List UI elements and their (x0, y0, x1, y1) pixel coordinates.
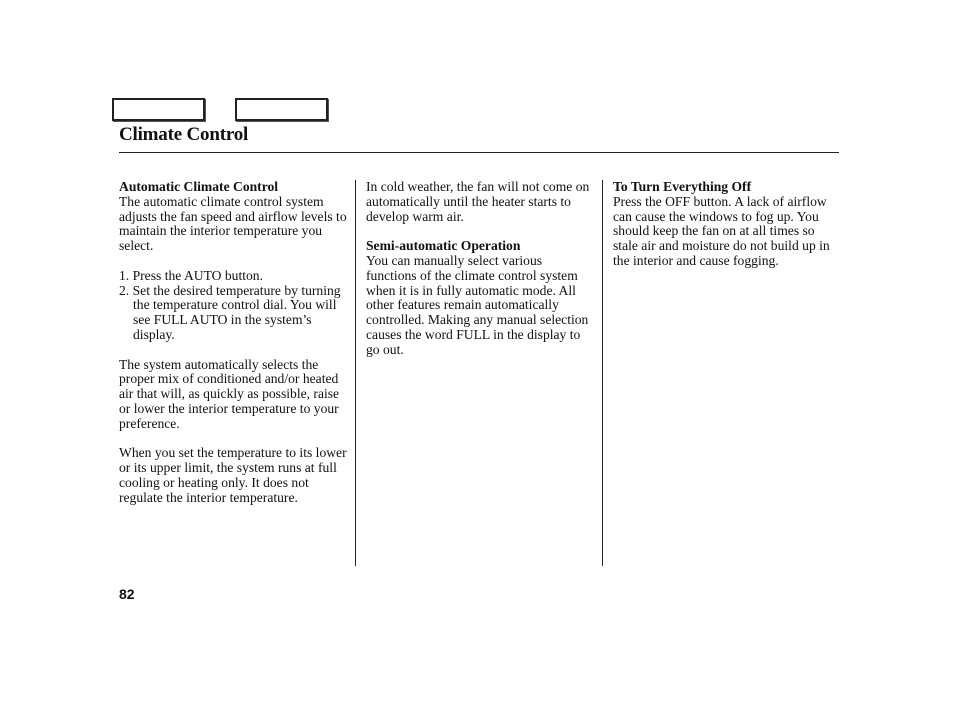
paragraph-intro: The automatic climate control system adjusts the fan speed and airflow levels to maintain the interior temperature you select. (119, 193, 347, 254)
column-divider (355, 180, 356, 566)
heading-semi-automatic: Semi-automatic Operation (366, 238, 521, 254)
heading-automatic-climate-control: Automatic Climate Control (119, 179, 279, 194)
paragraph-turn-off: Press the OFF button. A lack of airflow can cause the windows to fog up. You should keep the fan on at all times so stale air and moisture do not build up in the interior and cause fogging. (613, 193, 830, 268)
list-item: 1. Press the AUTO button. (119, 267, 263, 283)
paragraph-semi-automatic: You can manually select various functions of the climate control system when it is in fully automatic mode. All other features remain automatically controlled. Making any manual selection causes the word FULL in the display to go out. (366, 252, 589, 357)
page-title: Climate Control (119, 124, 249, 145)
column-right (613, 180, 839, 269)
column-divider (602, 180, 603, 566)
column-middle (366, 180, 594, 358)
heading-turn-off: To Turn Everything Off (613, 179, 752, 194)
paragraph-cold-weather: In cold weather, the fan will not come on automatically until the heater starts to develop warm air. (366, 179, 590, 224)
paragraph-mix: The system automatically selects the proper mix of conditioned and/or heated air that will, as quickly as possible, raise or lower the interior temperature to your preference. (119, 356, 340, 431)
paragraph-limits: When you set the temperature to its lower or its upper limit, the system runs at full cooling or heating only. It does not regulate the interior temperature. (119, 445, 347, 505)
page-number: 82 (119, 586, 135, 602)
next-page-button[interactable] (235, 98, 328, 121)
previous-page-button[interactable] (112, 98, 205, 121)
column-left (119, 180, 347, 506)
list-item: 2. Set the desired temperature by turning the temperature control dial. You will see FULL AUTO in the system’s display. (119, 282, 341, 342)
title-rule (119, 152, 839, 153)
